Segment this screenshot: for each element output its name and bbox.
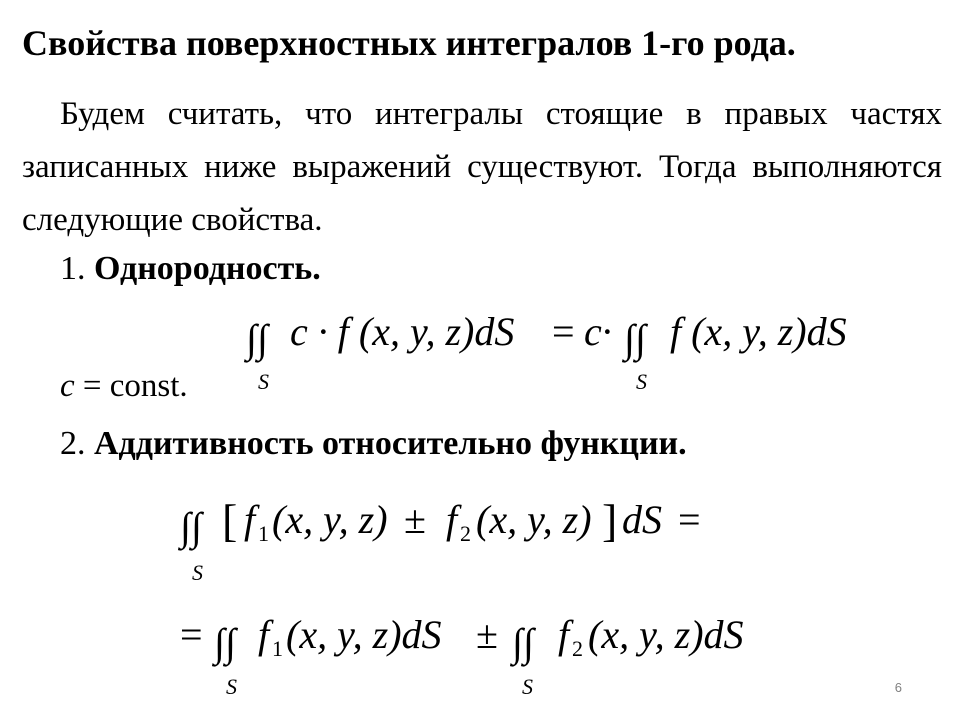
page-number: 6 [894, 680, 902, 695]
args-1: (x, y, z) [272, 497, 388, 542]
dS: dS [622, 497, 662, 542]
integral-domain-label: S [258, 369, 269, 394]
integral-domain-label: S [192, 560, 203, 585]
args-2: (x, y, z) [476, 497, 592, 542]
slide-title: Свойства поверхностных интегралов 1-го рода. [22, 23, 796, 63]
constant-var: c [60, 368, 75, 404]
subscript-1: 1 [272, 636, 283, 661]
integral-domain-label: S [226, 674, 237, 699]
term-2: (x, y, z)dS [588, 612, 744, 657]
f2-term: f [558, 612, 570, 657]
property-2-number: 2. [60, 425, 86, 462]
property-1-number: 1. [60, 250, 86, 287]
f1-term: f [244, 497, 256, 542]
equals-sign: = [678, 497, 701, 542]
constant-rest: = const. [74, 368, 188, 404]
formula-1-rhs-factor: c· [584, 309, 612, 354]
property-2-name: Аддитивность относительно функции. [94, 425, 687, 462]
double-integral-sign: ∫∫ [246, 316, 268, 361]
subscript-1: 1 [258, 521, 269, 546]
property-1-name: Однородность. [94, 250, 321, 287]
term-1: (x, y, z)dS [286, 612, 442, 657]
right-bracket: ] [602, 495, 618, 546]
formula-1-rhs: f (x, y, z)dS [670, 309, 847, 354]
left-bracket: [ [222, 495, 238, 546]
f2-term: f [446, 497, 458, 542]
double-integral-sign: ∫∫ [214, 620, 236, 665]
formula-1-lhs: c · f (x, y, z)dS [290, 309, 515, 354]
subscript-2: 2 [572, 636, 583, 661]
f1-term: f [258, 612, 270, 657]
double-integral-sign: ∫∫ [512, 620, 534, 665]
equals-sign: = [180, 612, 203, 657]
double-integral-sign: ∫∫ [624, 316, 646, 361]
integral-domain-label: S [636, 369, 647, 394]
formula-1-equals: = [552, 309, 575, 354]
plus-minus: ± [476, 612, 498, 657]
subscript-2: 2 [460, 521, 471, 546]
plus-minus: ± [404, 497, 426, 542]
intro-paragraph: Будем считать, что интегралы стоящие в правых частях записанных ниже выражений существуют. Тогда выполняются следующие свойства. [22, 96, 942, 238]
double-integral-sign: ∫∫ [180, 504, 202, 549]
integral-domain-label: S [522, 674, 533, 699]
